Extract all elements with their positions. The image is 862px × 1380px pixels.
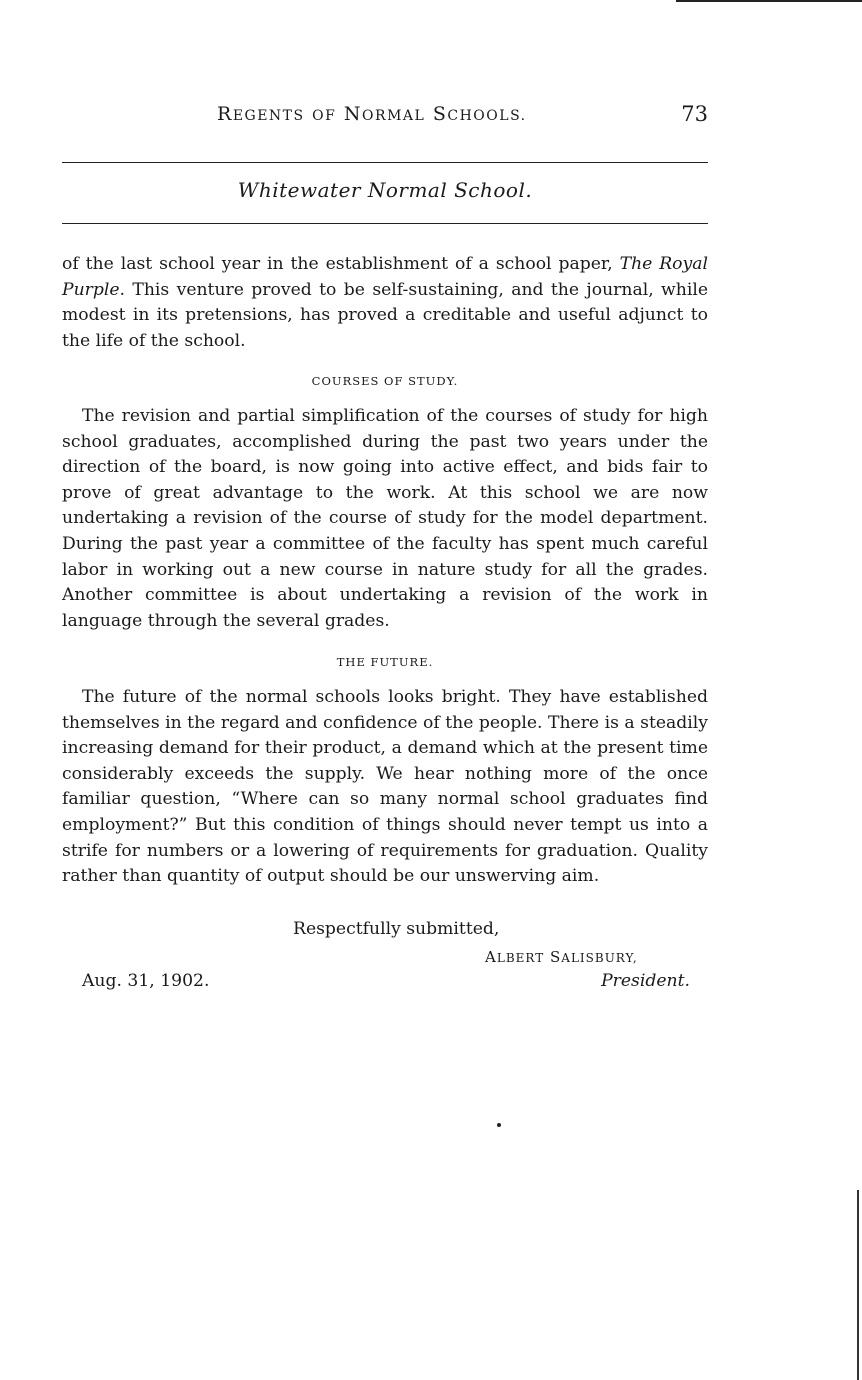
ink-speck: [497, 1123, 501, 1127]
header-rule-bottom: [62, 223, 708, 224]
header-rule-top: [62, 162, 708, 163]
paragraph-text: of the last school year in the establishment of a school paper,: [62, 254, 620, 274]
signer-role: President.: [601, 971, 690, 991]
paragraph-text: This venture proved to be self-sustaining, and the journal, while modest in its pretensions, has proved a creditable and useful adjunct to the life of the school.: [62, 279, 708, 351]
closing-line: Respectfully submitted,: [293, 919, 500, 939]
signature-date: Aug. 31, 1902.: [82, 971, 210, 991]
page-number: 73: [681, 102, 708, 126]
running-title: REGENTS OF NORMAL SCHOOLS.: [217, 103, 527, 125]
scan-edge-top: [676, 0, 862, 2]
paragraph-courses-of-study: The revision and partial simplification of the courses of study for high school graduates, accomplished during the past two years under the direction of the board, is now going into active effect, and bids fair to prove of great advantage to the work. At this school we are now undertaking a revision of the course of study for the model department. During the past year a committee of the faculty has spent much careful labor in working out a new course in nature study for all the grades. Another committee is about undertaking a revision of the work in language through the several grades.: [62, 406, 708, 631]
paragraph-school-paper: [62, 252, 708, 354]
paragraph-the-future: The future of the normal schools looks bright. They have established themselves in the regard and confidence of the people. There is a steadily increasing demand for their product, a demand which at the present time considerably exceeds the supply. We hear nothing more of the once familiar question, “Where can so many normal school graduates find employment?” But this condition of things should never tempt us into a strife for numbers or a lowering of requirements for graduation. Quality rather than quantity of output should be our unswerving aim.: [62, 687, 708, 887]
heading-courses-of-study: COURSES OF STUDY.: [311, 374, 459, 388]
signer-name: ALBERT SALISBURY,: [485, 948, 638, 966]
heading-the-future: THE FUTURE.: [336, 655, 434, 669]
page-header: [62, 100, 708, 134]
scan-edge-right: [857, 1190, 859, 1380]
paper-title: The Royal Purple.: [62, 254, 708, 300]
section-title: Whitewater Normal School.: [237, 178, 533, 202]
